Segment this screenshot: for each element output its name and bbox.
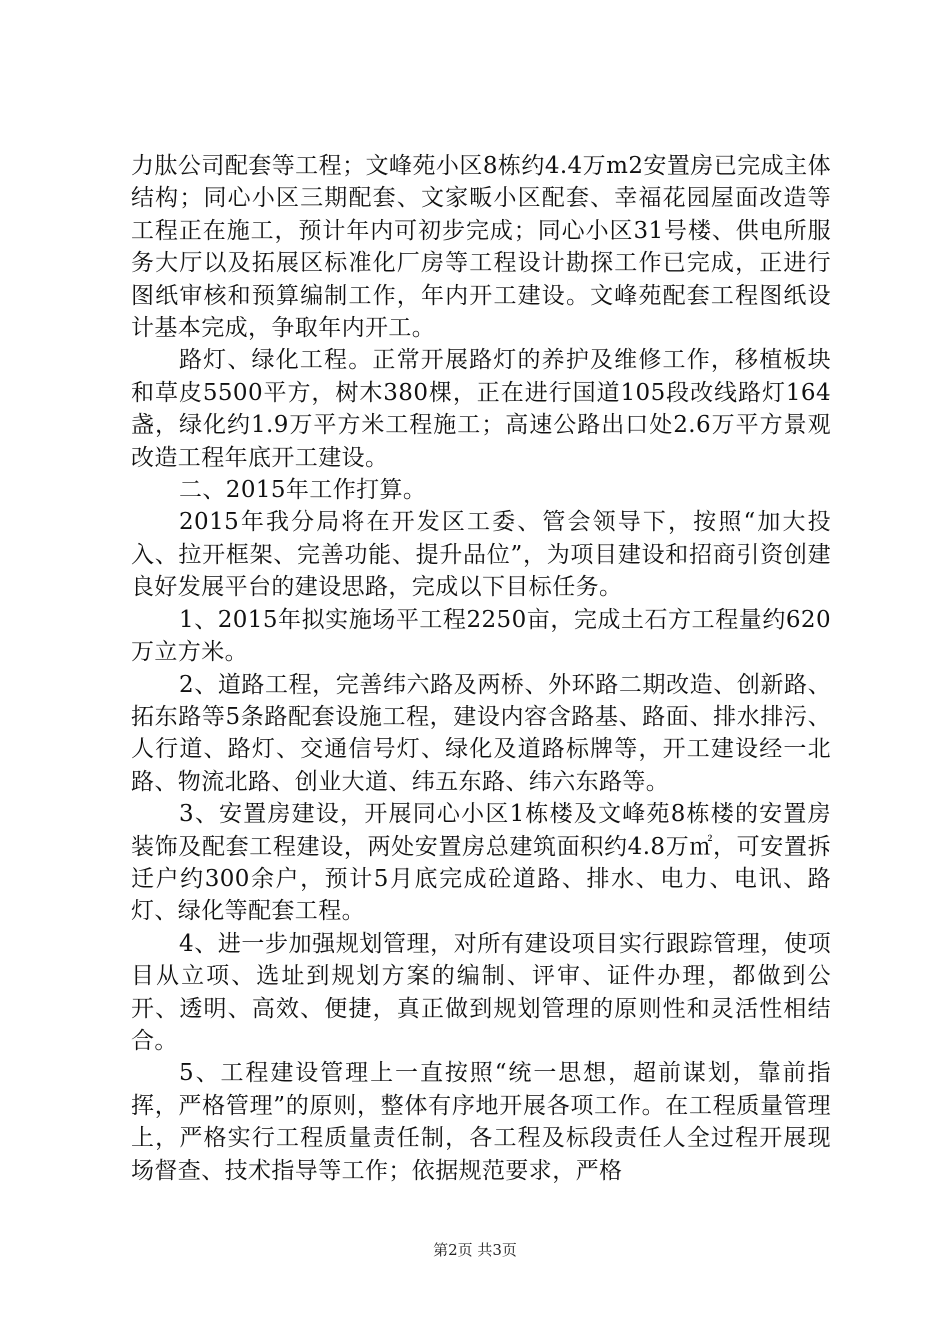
paragraph-item-3: 3、安置房建设，开展同心小区1栋楼及文峰苑8栋楼的安置房装饰及配套工程建设，两处安置房总建筑面积约4.8万㎡，可安置拆迁户约300余户，预计5月底完成砼道路、排水、电力、电讯、路灯、绿化等配套工程。 bbox=[131, 801, 831, 925]
paragraph-item-5: 5、工程建设管理上一直按照“统一思想，超前谋划，靠前指挥，严格管理”的原则，整体有序地开展各项工作。在工程质量管理上，严格实行工程质量责任制，各工程及标段责任人全过程开展现场督查、技术指导等工作；依据规范要求，严格 bbox=[131, 1060, 831, 1184]
paragraph-item-4: 4、进一步加强规划管理，对所有建设项目实行跟踪管理，使项目从立项、选址到规划方案的编制、评审、证件办理，都做到公开、透明、高效、便捷，真正做到规划管理的原则性和灵活性相结合。 bbox=[131, 930, 831, 1054]
paragraph-item-2: 2、道路工程，完善纬六路及两桥、外环路二期改造、创新路、拓东路等5条路配套设施工程，建设内容含路基、路面、排水排污、人行道、路灯、交通信号灯、绿化及道路标牌等，开工建设经一北路、物流北路、创业大道、纬五东路、纬六东路等。 bbox=[131, 671, 831, 795]
paragraph-2015-goals: 2015年我分局将在开发区工委、管会领导下，按照“加大投入、拉开框架、完善功能、提升品位”，为项目建设和招商引资创建良好发展平台的建设思路，完成以下目标任务。 bbox=[131, 509, 831, 601]
document-body bbox=[131, 150, 831, 1187]
page-number-footer: 第2页 共3页 bbox=[433, 1241, 517, 1259]
section-heading-2015-plan: 二、2015年工作打算。 bbox=[179, 477, 427, 504]
paragraph-continuation: 力肽公司配套等工程；文峰苑小区8栋约4.4万m2安置房已完成主体结构；同心小区三期配套、文家畈小区配套、幸福花园屋面改造等工程正在施工，预计年内可初步完成；同心小区31号楼、供电所服务大厅以及拓展区标准化厂房等工程设计勘探工作已完成，正进行图纸审核和预算编制工作，年内开工建设。文峰苑配套工程图纸设计基本完成，争取年内开工。 bbox=[131, 153, 831, 342]
paragraph-lighting-greening: 路灯、绿化工程。正常开展路灯的养护及维修工作，移植板块和草皮5500平方，树木380棵，正在进行国道105段改线路灯164盏，绿化约1.9万平方米工程施工；高速公路出口处2.6万平方景观改造工程年底开工建设。 bbox=[131, 347, 831, 471]
paragraph-item-1: 1、2015年拟实施场平工程2250亩，完成土石方工程量约620万立方米。 bbox=[131, 606, 831, 666]
